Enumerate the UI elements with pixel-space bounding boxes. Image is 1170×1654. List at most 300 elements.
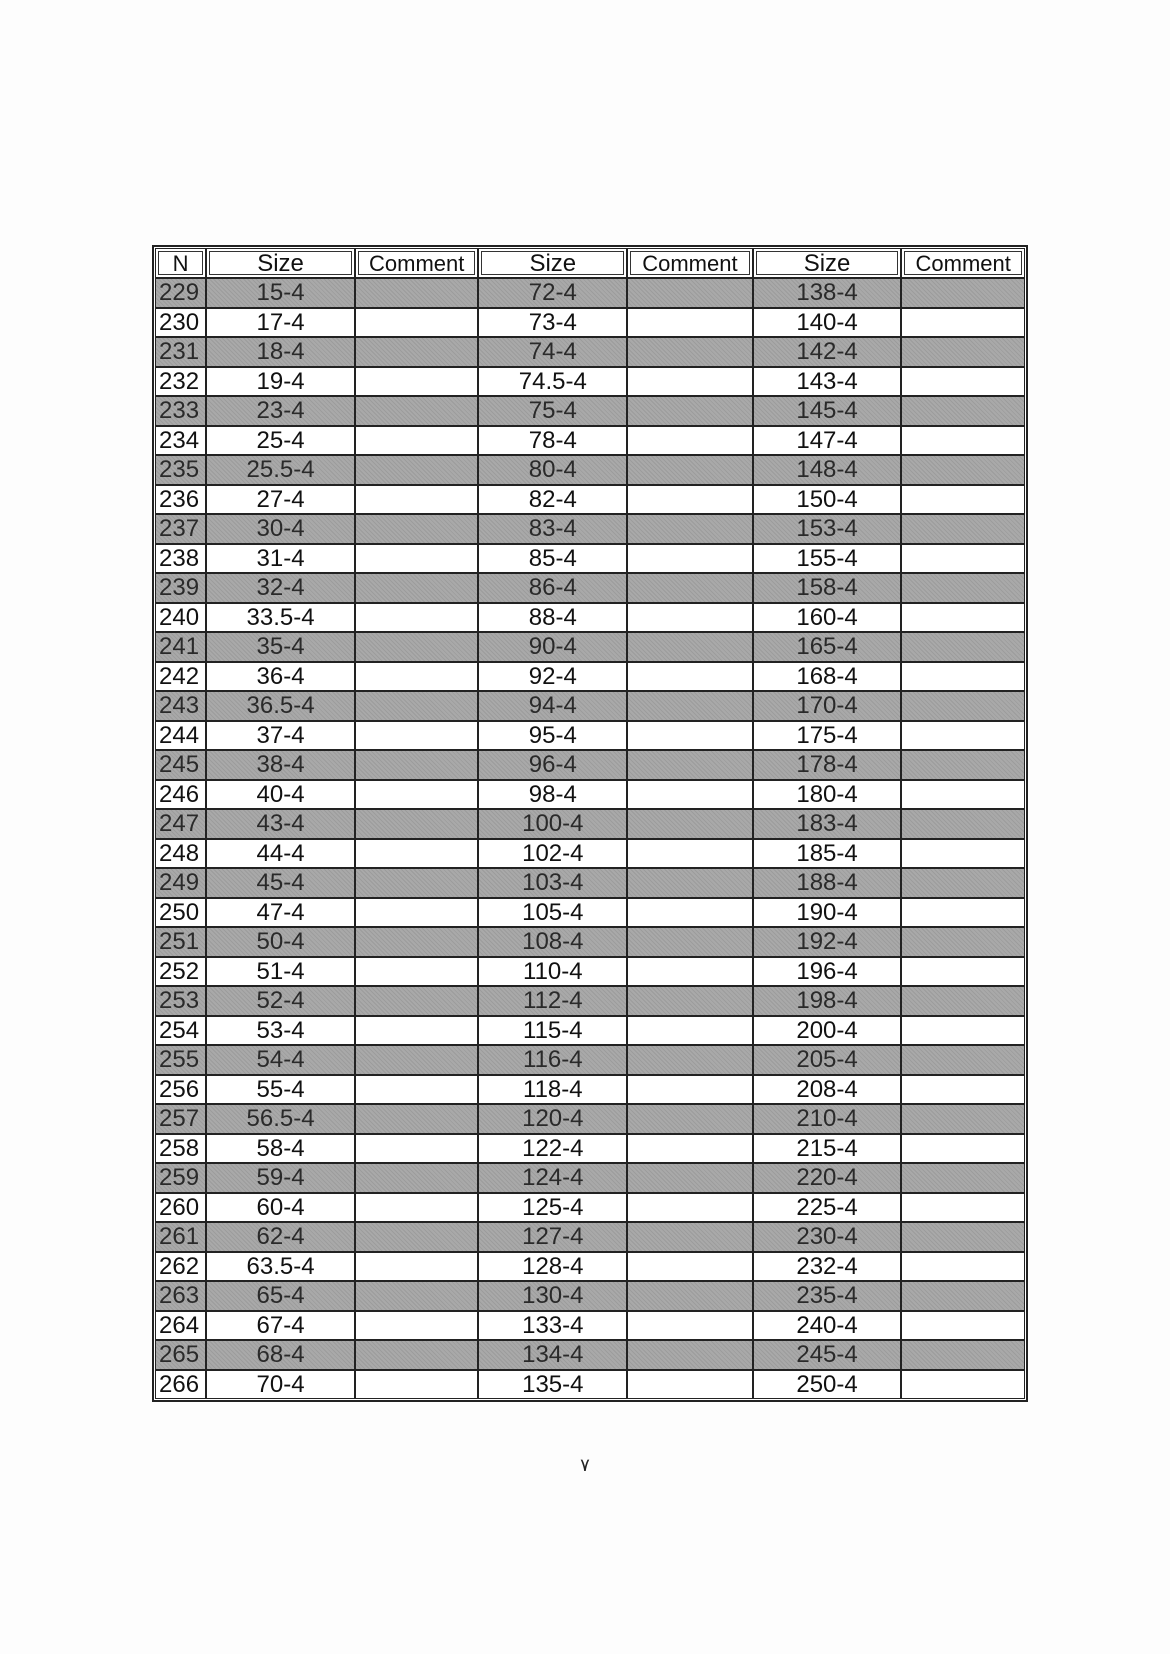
comment-cell-1 xyxy=(355,308,479,338)
size-cell-2: 130-4 xyxy=(478,1281,627,1311)
size-cell-2: 88-4 xyxy=(478,603,627,633)
size-cell-1: 37-4 xyxy=(206,721,355,751)
comment-cell-1 xyxy=(355,898,479,928)
table-row xyxy=(155,1222,1025,1252)
size-cell-2: 74-4 xyxy=(478,337,627,367)
comment-cell-2 xyxy=(627,1104,753,1134)
comment-cell-2 xyxy=(627,780,753,810)
row-number-cell: 240 xyxy=(155,603,206,633)
size-cell-2: 100-4 xyxy=(478,809,627,839)
table-row xyxy=(155,1193,1025,1223)
comment-cell-1 xyxy=(355,337,479,367)
size-cell-2: 86-4 xyxy=(478,573,627,603)
comment-cell-3 xyxy=(901,1075,1025,1105)
comment-cell-3 xyxy=(901,868,1025,898)
header-size-1: Size xyxy=(206,248,355,278)
comment-cell-1 xyxy=(355,1134,479,1164)
row-number-cell: 264 xyxy=(155,1311,206,1341)
comment-cell-3 xyxy=(901,750,1025,780)
size-cell-1: 52-4 xyxy=(206,986,355,1016)
size-cell-1: 68-4 xyxy=(206,1340,355,1370)
row-number-cell: 265 xyxy=(155,1340,206,1370)
size-cell-1: 33.5-4 xyxy=(206,603,355,633)
table-row xyxy=(155,632,1025,662)
comment-cell-2 xyxy=(627,898,753,928)
size-cell-2: 90-4 xyxy=(478,632,627,662)
comment-cell-3 xyxy=(901,1104,1025,1134)
size-cell-2: 135-4 xyxy=(478,1370,627,1400)
comment-cell-2 xyxy=(627,455,753,485)
comment-cell-3 xyxy=(901,278,1025,308)
comment-cell-1 xyxy=(355,1016,479,1046)
comment-cell-2 xyxy=(627,278,753,308)
comment-cell-2 xyxy=(627,485,753,515)
size-cell-2: 96-4 xyxy=(478,750,627,780)
comment-cell-3 xyxy=(901,1222,1025,1252)
row-number-cell: 250 xyxy=(155,898,206,928)
size-cell-3: 148-4 xyxy=(753,455,902,485)
size-cell-3: 198-4 xyxy=(753,986,902,1016)
row-number-cell: 247 xyxy=(155,809,206,839)
comment-cell-1 xyxy=(355,662,479,692)
table-row xyxy=(155,691,1025,721)
row-number-cell: 251 xyxy=(155,927,206,957)
size-cell-2: 115-4 xyxy=(478,1016,627,1046)
comment-cell-3 xyxy=(901,780,1025,810)
comment-cell-3 xyxy=(901,337,1025,367)
size-cell-3: 210-4 xyxy=(753,1104,902,1134)
comment-cell-2 xyxy=(627,721,753,751)
comment-cell-3 xyxy=(901,662,1025,692)
size-cell-3: 200-4 xyxy=(753,1016,902,1046)
table-row xyxy=(155,603,1025,633)
comment-cell-3 xyxy=(901,603,1025,633)
size-cell-3: 153-4 xyxy=(753,514,902,544)
size-cell-3: 138-4 xyxy=(753,278,902,308)
size-cell-2: 112-4 xyxy=(478,986,627,1016)
comment-cell-1 xyxy=(355,750,479,780)
size-cell-1: 32-4 xyxy=(206,573,355,603)
comment-cell-3 xyxy=(901,514,1025,544)
row-number-cell: 256 xyxy=(155,1075,206,1105)
comment-cell-3 xyxy=(901,721,1025,751)
comment-cell-1 xyxy=(355,367,479,397)
comment-cell-3 xyxy=(901,986,1025,1016)
table-row xyxy=(155,308,1025,338)
comment-cell-3 xyxy=(901,308,1025,338)
comment-cell-1 xyxy=(355,1045,479,1075)
comment-cell-1 xyxy=(355,780,479,810)
size-cell-1: 23-4 xyxy=(206,396,355,426)
table-row xyxy=(155,809,1025,839)
comment-cell-2 xyxy=(627,1252,753,1282)
size-cell-1: 60-4 xyxy=(206,1193,355,1223)
table-row xyxy=(155,544,1025,574)
size-cell-2: 127-4 xyxy=(478,1222,627,1252)
row-number-cell: 238 xyxy=(155,544,206,574)
row-number-cell: 235 xyxy=(155,455,206,485)
size-cell-1: 45-4 xyxy=(206,868,355,898)
size-cell-3: 208-4 xyxy=(753,1075,902,1105)
table-row xyxy=(155,721,1025,751)
comment-cell-3 xyxy=(901,839,1025,869)
size-cell-1: 27-4 xyxy=(206,485,355,515)
size-cell-1: 25-4 xyxy=(206,426,355,456)
row-number-cell: 254 xyxy=(155,1016,206,1046)
header-comment-3: Comment xyxy=(901,248,1025,278)
row-number-cell: 253 xyxy=(155,986,206,1016)
comment-cell-3 xyxy=(901,1193,1025,1223)
table-row xyxy=(155,957,1025,987)
row-number-cell: 234 xyxy=(155,426,206,456)
comment-cell-2 xyxy=(627,986,753,1016)
comment-cell-3 xyxy=(901,573,1025,603)
row-number-cell: 255 xyxy=(155,1045,206,1075)
comment-cell-3 xyxy=(901,544,1025,574)
size-cell-3: 160-4 xyxy=(753,603,902,633)
size-cell-2: 116-4 xyxy=(478,1045,627,1075)
size-cell-3: 183-4 xyxy=(753,809,902,839)
comment-cell-1 xyxy=(355,1222,479,1252)
size-cell-2: 95-4 xyxy=(478,721,627,751)
row-number-cell: 239 xyxy=(155,573,206,603)
row-number-cell: 246 xyxy=(155,780,206,810)
comment-cell-3 xyxy=(901,1016,1025,1046)
size-cell-3: 245-4 xyxy=(753,1340,902,1370)
table-row xyxy=(155,367,1025,397)
row-number-cell: 261 xyxy=(155,1222,206,1252)
size-cell-1: 31-4 xyxy=(206,544,355,574)
comment-cell-1 xyxy=(355,957,479,987)
table-row xyxy=(155,780,1025,810)
comment-cell-2 xyxy=(627,1193,753,1223)
comment-cell-1 xyxy=(355,721,479,751)
size-cell-2: 94-4 xyxy=(478,691,627,721)
size-cell-2: 125-4 xyxy=(478,1193,627,1223)
size-cell-2: 75-4 xyxy=(478,396,627,426)
comment-cell-2 xyxy=(627,662,753,692)
comment-cell-3 xyxy=(901,957,1025,987)
comment-cell-1 xyxy=(355,839,479,869)
table-row xyxy=(155,1281,1025,1311)
size-cell-2: 74.5-4 xyxy=(478,367,627,397)
comment-cell-2 xyxy=(627,1016,753,1046)
size-cell-3: 192-4 xyxy=(753,927,902,957)
size-cell-1: 36.5-4 xyxy=(206,691,355,721)
table-row xyxy=(155,1045,1025,1075)
comment-cell-2 xyxy=(627,1340,753,1370)
size-cell-1: 62-4 xyxy=(206,1222,355,1252)
comment-cell-1 xyxy=(355,514,479,544)
size-cell-3: 235-4 xyxy=(753,1281,902,1311)
size-cell-3: 232-4 xyxy=(753,1252,902,1282)
header-comment-2: Comment xyxy=(627,248,753,278)
comment-cell-3 xyxy=(901,632,1025,662)
table-row xyxy=(155,1252,1025,1282)
size-cell-1: 47-4 xyxy=(206,898,355,928)
size-cell-1: 44-4 xyxy=(206,839,355,869)
table-row xyxy=(155,662,1025,692)
comment-cell-2 xyxy=(627,632,753,662)
comment-cell-2 xyxy=(627,1163,753,1193)
comment-cell-1 xyxy=(355,986,479,1016)
comment-cell-2 xyxy=(627,1045,753,1075)
size-cell-2: 92-4 xyxy=(478,662,627,692)
comment-cell-1 xyxy=(355,632,479,662)
size-cell-1: 63.5-4 xyxy=(206,1252,355,1282)
comment-cell-1 xyxy=(355,1252,479,1282)
comment-cell-2 xyxy=(627,1370,753,1400)
comment-cell-1 xyxy=(355,603,479,633)
row-number-cell: 236 xyxy=(155,485,206,515)
size-cell-3: 147-4 xyxy=(753,426,902,456)
row-number-cell: 229 xyxy=(155,278,206,308)
table-row xyxy=(155,1104,1025,1134)
comment-cell-3 xyxy=(901,1134,1025,1164)
size-cell-1: 36-4 xyxy=(206,662,355,692)
size-cell-1: 51-4 xyxy=(206,957,355,987)
size-cell-3: 205-4 xyxy=(753,1045,902,1075)
size-cell-1: 38-4 xyxy=(206,750,355,780)
comment-cell-2 xyxy=(627,927,753,957)
comment-cell-2 xyxy=(627,1311,753,1341)
table-row xyxy=(155,1370,1025,1400)
comment-cell-3 xyxy=(901,455,1025,485)
size-cell-2: 124-4 xyxy=(478,1163,627,1193)
size-cell-2: 80-4 xyxy=(478,455,627,485)
table-row xyxy=(155,573,1025,603)
row-number-cell: 237 xyxy=(155,514,206,544)
comment-cell-3 xyxy=(901,485,1025,515)
table-row xyxy=(155,485,1025,515)
table-row xyxy=(155,1311,1025,1341)
comment-cell-3 xyxy=(901,898,1025,928)
comment-cell-2 xyxy=(627,573,753,603)
comment-cell-3 xyxy=(901,426,1025,456)
table-row xyxy=(155,986,1025,1016)
comment-cell-3 xyxy=(901,1370,1025,1400)
row-number-cell: 244 xyxy=(155,721,206,751)
size-cell-2: 103-4 xyxy=(478,868,627,898)
comment-cell-2 xyxy=(627,544,753,574)
comment-cell-3 xyxy=(901,927,1025,957)
size-cell-3: 145-4 xyxy=(753,396,902,426)
size-cell-3: 170-4 xyxy=(753,691,902,721)
size-cell-1: 30-4 xyxy=(206,514,355,544)
size-cell-1: 59-4 xyxy=(206,1163,355,1193)
row-number-cell: 230 xyxy=(155,308,206,338)
comment-cell-1 xyxy=(355,426,479,456)
comment-cell-3 xyxy=(901,1311,1025,1341)
comment-cell-1 xyxy=(355,544,479,574)
size-cell-1: 56.5-4 xyxy=(206,1104,355,1134)
comment-cell-3 xyxy=(901,1163,1025,1193)
comment-cell-2 xyxy=(627,1281,753,1311)
comment-cell-1 xyxy=(355,868,479,898)
comment-cell-1 xyxy=(355,573,479,603)
size-cell-3: 196-4 xyxy=(753,957,902,987)
size-cell-2: 72-4 xyxy=(478,278,627,308)
comment-cell-1 xyxy=(355,691,479,721)
size-cell-3: 143-4 xyxy=(753,367,902,397)
comment-cell-2 xyxy=(627,603,753,633)
comment-cell-1 xyxy=(355,485,479,515)
comment-cell-2 xyxy=(627,1075,753,1105)
header-comment-1: Comment xyxy=(355,248,479,278)
size-cell-2: 78-4 xyxy=(478,426,627,456)
size-table xyxy=(155,248,1025,1399)
comment-cell-2 xyxy=(627,1134,753,1164)
row-number-cell: 249 xyxy=(155,868,206,898)
comment-cell-2 xyxy=(627,1222,753,1252)
size-cell-2: 108-4 xyxy=(478,927,627,957)
comment-cell-2 xyxy=(627,426,753,456)
comment-cell-1 xyxy=(355,278,479,308)
size-cell-3: 142-4 xyxy=(753,337,902,367)
size-cell-3: 220-4 xyxy=(753,1163,902,1193)
size-cell-2: 120-4 xyxy=(478,1104,627,1134)
size-cell-2: 118-4 xyxy=(478,1075,627,1105)
row-number-cell: 262 xyxy=(155,1252,206,1282)
row-number-cell: 258 xyxy=(155,1134,206,1164)
comment-cell-1 xyxy=(355,1370,479,1400)
size-cell-1: 65-4 xyxy=(206,1281,355,1311)
comment-cell-1 xyxy=(355,396,479,426)
size-cell-3: 155-4 xyxy=(753,544,902,574)
comment-cell-2 xyxy=(627,367,753,397)
table-row xyxy=(155,927,1025,957)
size-cell-1: 17-4 xyxy=(206,308,355,338)
size-cell-1: 18-4 xyxy=(206,337,355,367)
comment-cell-1 xyxy=(355,1163,479,1193)
size-cell-2: 73-4 xyxy=(478,308,627,338)
table-header-row xyxy=(155,248,1025,278)
comment-cell-1 xyxy=(355,1104,479,1134)
row-number-cell: 245 xyxy=(155,750,206,780)
size-cell-3: 165-4 xyxy=(753,632,902,662)
size-cell-1: 53-4 xyxy=(206,1016,355,1046)
table-row xyxy=(155,455,1025,485)
size-cell-2: 105-4 xyxy=(478,898,627,928)
table-row xyxy=(155,1134,1025,1164)
table-row xyxy=(155,1075,1025,1105)
size-cell-2: 102-4 xyxy=(478,839,627,869)
size-cell-1: 58-4 xyxy=(206,1134,355,1164)
page-number: ٧ xyxy=(580,1455,590,1475)
size-cell-1: 55-4 xyxy=(206,1075,355,1105)
comment-cell-3 xyxy=(901,396,1025,426)
table-row xyxy=(155,839,1025,869)
table-body xyxy=(155,278,1025,1399)
row-number-cell: 242 xyxy=(155,662,206,692)
row-number-cell: 257 xyxy=(155,1104,206,1134)
table-row xyxy=(155,278,1025,308)
header-n: N xyxy=(155,248,206,278)
row-number-cell: 259 xyxy=(155,1163,206,1193)
comment-cell-3 xyxy=(901,1252,1025,1282)
row-number-cell: 231 xyxy=(155,337,206,367)
size-cell-3: 140-4 xyxy=(753,308,902,338)
size-cell-3: 250-4 xyxy=(753,1370,902,1400)
size-cell-2: 134-4 xyxy=(478,1340,627,1370)
row-number-cell: 266 xyxy=(155,1370,206,1400)
comment-cell-3 xyxy=(901,809,1025,839)
size-cell-1: 67-4 xyxy=(206,1311,355,1341)
size-cell-3: 215-4 xyxy=(753,1134,902,1164)
table-row xyxy=(155,1016,1025,1046)
size-cell-3: 180-4 xyxy=(753,780,902,810)
size-cell-3: 185-4 xyxy=(753,839,902,869)
row-number-cell: 263 xyxy=(155,1281,206,1311)
size-cell-3: 240-4 xyxy=(753,1311,902,1341)
table-row xyxy=(155,750,1025,780)
comment-cell-2 xyxy=(627,957,753,987)
size-cell-3: 188-4 xyxy=(753,868,902,898)
comment-cell-3 xyxy=(901,1045,1025,1075)
row-number-cell: 248 xyxy=(155,839,206,869)
size-cell-1: 15-4 xyxy=(206,278,355,308)
size-cell-2: 82-4 xyxy=(478,485,627,515)
table-row xyxy=(155,337,1025,367)
comment-cell-1 xyxy=(355,809,479,839)
row-number-cell: 232 xyxy=(155,367,206,397)
header-size-3: Size xyxy=(753,248,902,278)
table-row xyxy=(155,1340,1025,1370)
size-cell-2: 122-4 xyxy=(478,1134,627,1164)
table-row xyxy=(155,426,1025,456)
comment-cell-1 xyxy=(355,1311,479,1341)
table-row xyxy=(155,1163,1025,1193)
size-cell-1: 50-4 xyxy=(206,927,355,957)
comment-cell-3 xyxy=(901,691,1025,721)
comment-cell-2 xyxy=(627,750,753,780)
comment-cell-3 xyxy=(901,1281,1025,1311)
size-cell-2: 98-4 xyxy=(478,780,627,810)
comment-cell-2 xyxy=(627,396,753,426)
comment-cell-2 xyxy=(627,514,753,544)
size-cell-2: 83-4 xyxy=(478,514,627,544)
size-cell-3: 178-4 xyxy=(753,750,902,780)
table-row xyxy=(155,868,1025,898)
comment-cell-3 xyxy=(901,367,1025,397)
size-cell-3: 150-4 xyxy=(753,485,902,515)
table-row xyxy=(155,898,1025,928)
size-cell-3: 168-4 xyxy=(753,662,902,692)
comment-cell-3 xyxy=(901,1340,1025,1370)
size-table-frame xyxy=(152,245,1028,1402)
row-number-cell: 252 xyxy=(155,957,206,987)
size-cell-3: 225-4 xyxy=(753,1193,902,1223)
comment-cell-2 xyxy=(627,691,753,721)
row-number-cell: 260 xyxy=(155,1193,206,1223)
comment-cell-1 xyxy=(355,1281,479,1311)
table-row xyxy=(155,514,1025,544)
comment-cell-2 xyxy=(627,809,753,839)
header-size-2: Size xyxy=(478,248,627,278)
size-cell-1: 19-4 xyxy=(206,367,355,397)
comment-cell-2 xyxy=(627,839,753,869)
size-cell-3: 230-4 xyxy=(753,1222,902,1252)
size-cell-1: 35-4 xyxy=(206,632,355,662)
size-cell-2: 110-4 xyxy=(478,957,627,987)
size-cell-3: 158-4 xyxy=(753,573,902,603)
size-cell-1: 25.5-4 xyxy=(206,455,355,485)
row-number-cell: 233 xyxy=(155,396,206,426)
size-cell-3: 190-4 xyxy=(753,898,902,928)
comment-cell-2 xyxy=(627,308,753,338)
table-row xyxy=(155,396,1025,426)
comment-cell-2 xyxy=(627,337,753,367)
